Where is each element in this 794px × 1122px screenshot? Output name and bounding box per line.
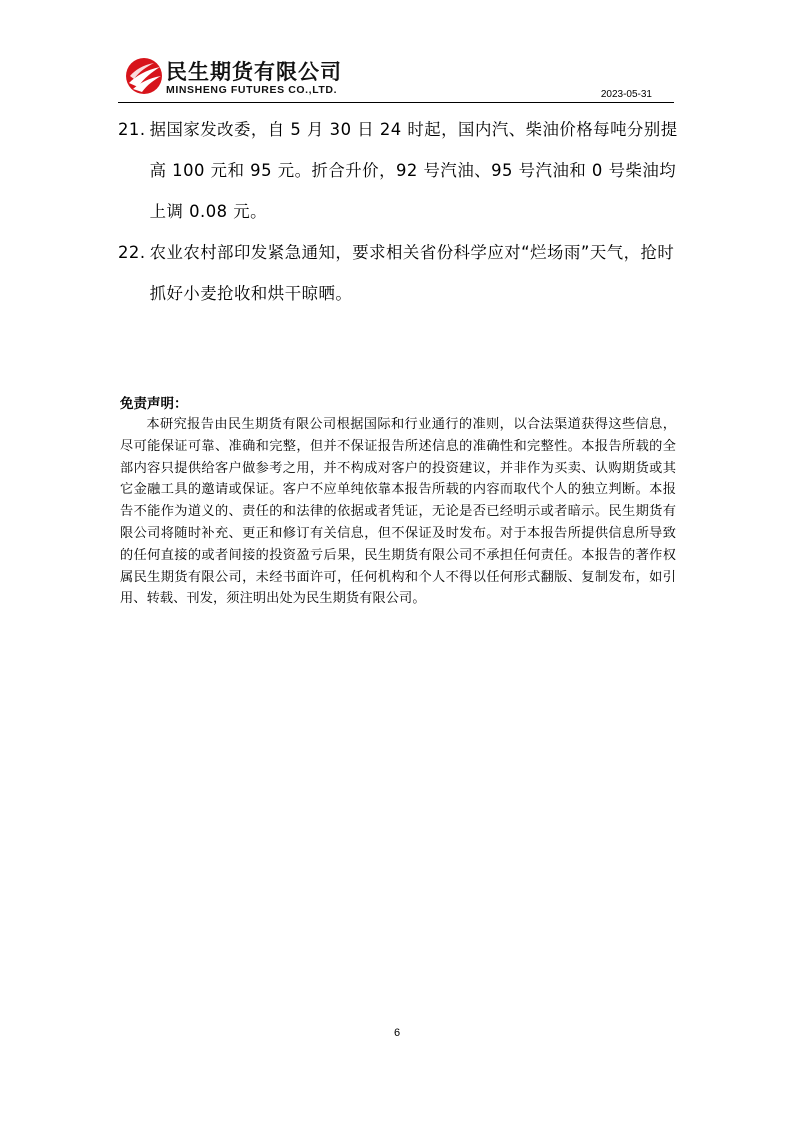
company-name-cn: 民生期货有限公司 (166, 60, 342, 84)
news-item (118, 109, 678, 232)
news-item-number: 21. (118, 120, 146, 139)
header-divider (118, 102, 674, 103)
page-number: 6 (393, 1027, 401, 1039)
news-item (118, 232, 678, 314)
report-date: 2023-05-31 (600, 89, 652, 100)
news-list (118, 109, 678, 314)
news-item-text: 农业农村部印发紧急通知，要求相关省份科学应对“烂场雨”天气，抢时抓好小麦抢收和烘干晾晒。 (149, 243, 675, 303)
disclaimer-body: 本研究报告由民生期货有限公司根据国际和行业通行的准则，以合法渠道获得这些信息，尽可能保证可靠、准确和完整，但并不保证报告所述信息的准确性和完整性。本报告所载的全部内容只提供给客户做参考之用，并不构成对客户的投资建议，并非作为买卖、认购期货或其它金融工具的邀请或保证。客户不应单纯依靠本报告所载的内容而取代个人的独立判断。本报告不能作为道义的、责任的和法律的依据或者凭证，无论是否已经明示或者暗示。民生期货有限公司将随时补充、更正和修订有关信息，但不保证及时发布。对于本报告所提供信息所导致的任何直接的或者间接的投资盈亏后果，民生期货有限公司不承担任何责任。本报告的著作权属民生期货有限公司，未经书面许可，任何机构和个人不得以任何形式翻版、复制发布，如引用、转载、刊发，须注明出处为民生期货有限公司。 (120, 417, 676, 607)
minsheng-logo-icon (124, 56, 164, 96)
news-item-text: 据国家发改委，自 5 月 30 日 24 时起，国内汽、柴油价格每吨分别提高 100 元和 95 元。折合升价，92 号汽油、95 号汽油和 0 号柴油均上调 0.08 元。 (149, 120, 678, 221)
news-item-number: 22. (118, 243, 146, 262)
disclaimer (120, 394, 676, 610)
page-header (124, 52, 674, 102)
disclaimer-title: 免责声明： (120, 396, 188, 412)
company-name-en: MINSHENG FUTURES CO.,LTD. (166, 84, 338, 96)
